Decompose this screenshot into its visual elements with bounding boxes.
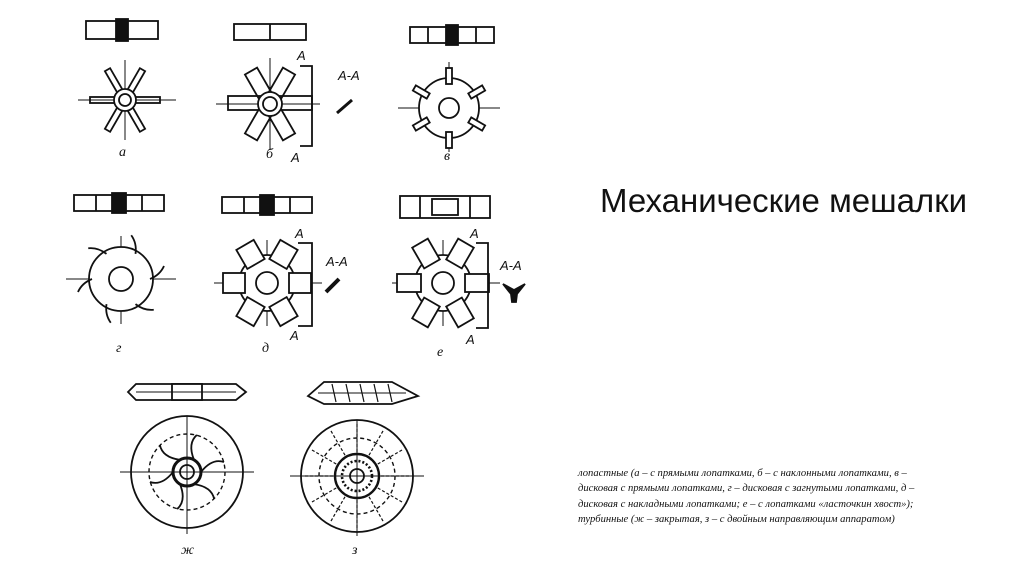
stirrer-d (214, 195, 348, 356)
top-view (398, 62, 500, 152)
section-label: А-А (500, 258, 522, 273)
top-view (66, 235, 176, 324)
label-z: з (352, 543, 358, 558)
label-b: б (266, 147, 274, 162)
section-mark-bottom: А (290, 328, 299, 343)
section-mark-bottom: А (291, 150, 300, 165)
top-view (216, 58, 320, 150)
section-shape (326, 279, 339, 292)
caption-line: дисковая с прямыми лопатками, г – дисковая с загнутыми лопатками, д – (578, 483, 915, 495)
top-view (120, 416, 254, 534)
section-mark-top: А (295, 226, 304, 241)
section-mark-bottom: А (466, 332, 475, 347)
caption (578, 466, 1018, 528)
caption-line: дисковая с накладными лопатками; е – с лопатками «ласточкин хвост»); (578, 498, 914, 510)
caption-line: турбинные (ж – закрытая, з – с двойным направляющим аппаратом) (578, 514, 895, 526)
stirrer-zh (120, 384, 254, 558)
top-view (78, 60, 176, 140)
top-view (392, 239, 500, 328)
label-e: е (437, 345, 444, 360)
stirrer-e (392, 196, 525, 360)
section-shape (503, 284, 525, 302)
label-a: а (119, 145, 126, 160)
stirrer-g (66, 193, 176, 356)
section-mark-top: А (470, 226, 479, 241)
label-v: в (444, 149, 451, 164)
stirrer-a (78, 19, 176, 160)
section-label: А-А (338, 68, 360, 83)
label-zh: ж (181, 543, 195, 558)
section-shape (337, 100, 352, 113)
section-line (300, 66, 312, 146)
top-view (214, 240, 322, 326)
label-g: г (116, 341, 122, 356)
top-view (290, 420, 424, 536)
section-mark-top: А (297, 48, 306, 63)
stirrer-b (216, 24, 360, 165)
stirrer-z (290, 382, 424, 558)
slide-title: Механические мешалки (600, 182, 968, 219)
section-label: А-А (326, 254, 348, 269)
caption-line: лопастные (а – с прямыми лопатками, б – с наклонными лопатками, в – (578, 468, 907, 479)
label-d: д (262, 341, 270, 356)
stirrer-v (398, 25, 500, 164)
